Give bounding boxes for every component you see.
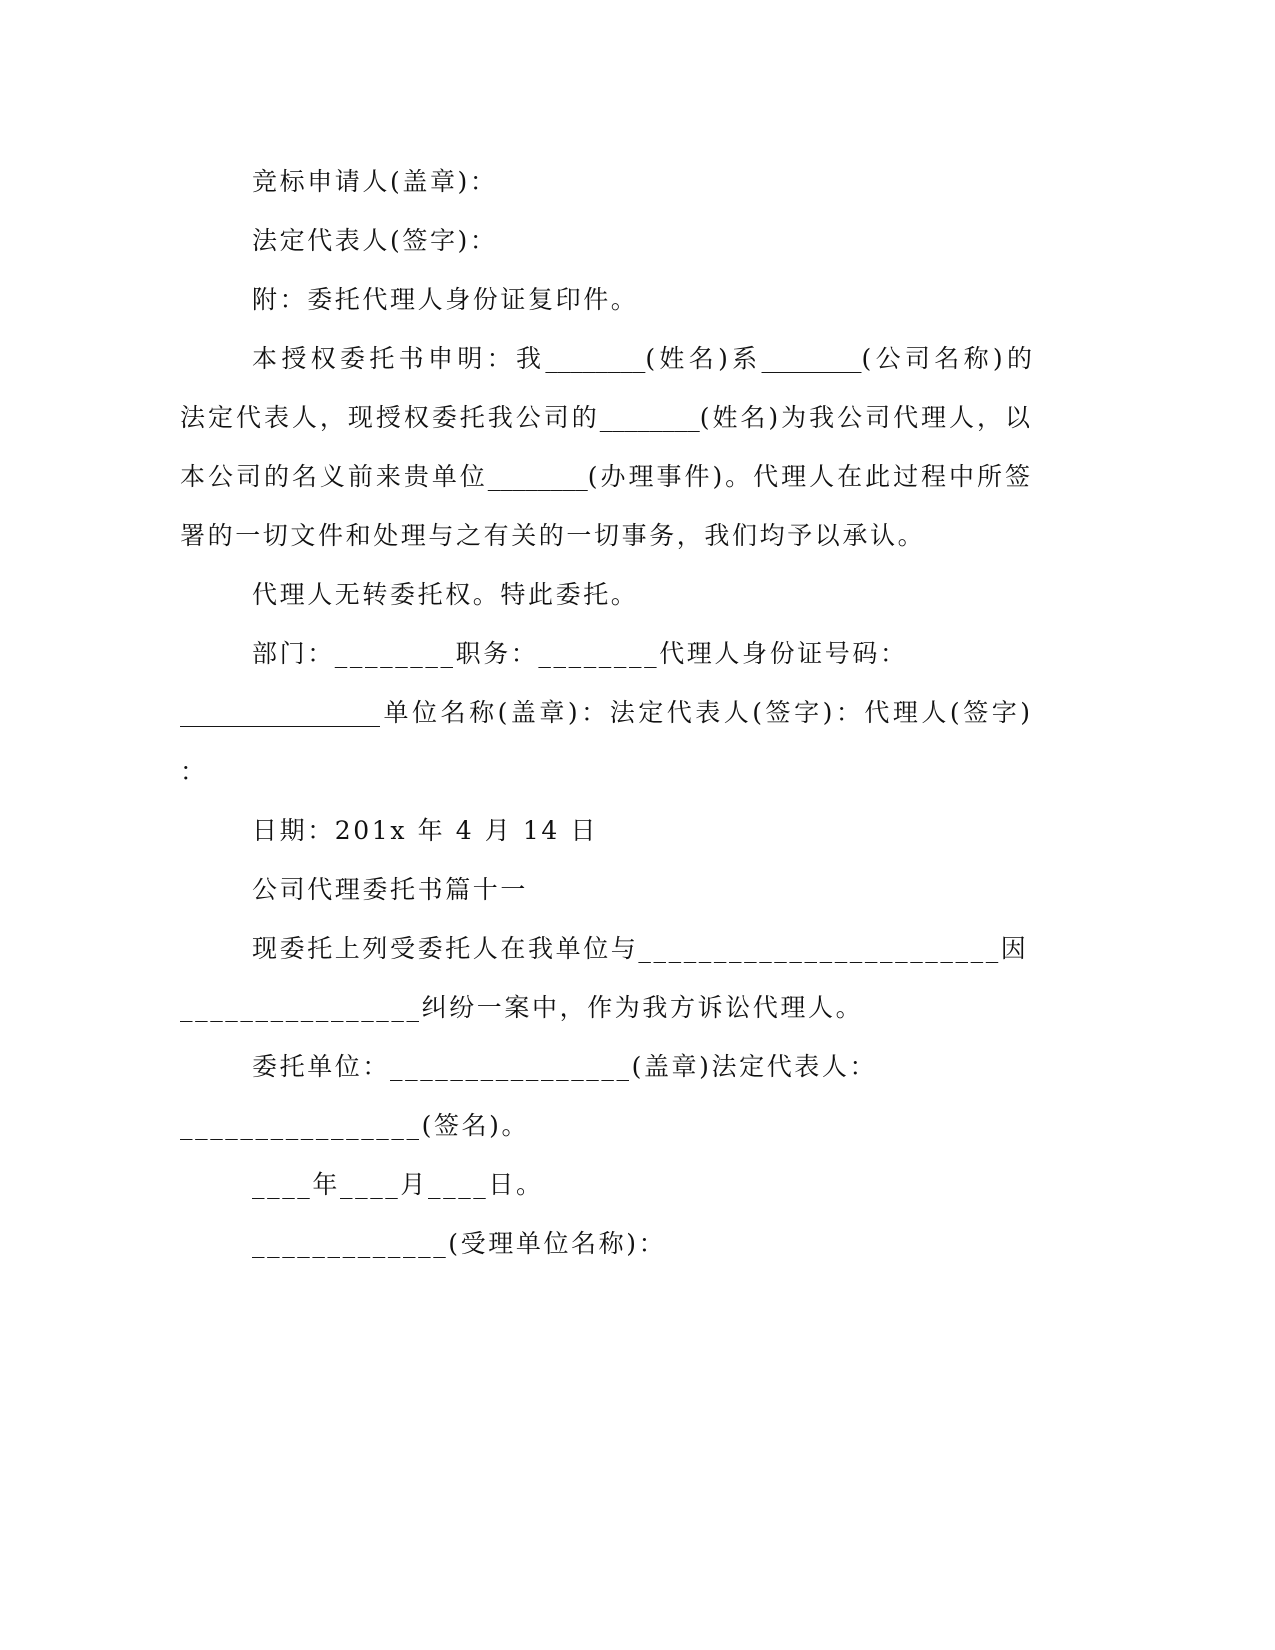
recipient-unit-line: _____________(受理单位名称)： <box>252 1229 667 1258</box>
declaration-line-3: 本公司的名义前来贵单位________(办理事件)。代理人在此过程中所签 <box>180 462 1030 491</box>
section-heading: 公司代理委托书篇十一 <box>252 875 529 904</box>
entrust-line-1: 现委托上列受委托人在我单位与________________________因 <box>252 934 1029 963</box>
signature-line: ________________(签名)。 <box>180 1111 530 1140</box>
no-subdelegation-line: 代理人无转委托权。特此委托。 <box>252 580 639 609</box>
blank-date-line: ____年____月____日。 <box>252 1170 544 1199</box>
bidder-seal-line: 竞标申请人(盖章)： <box>252 167 498 196</box>
legal-rep-signature-line: 法定代表人(签字)： <box>252 226 498 255</box>
unit-signature-line: ________________单位名称(盖章)：法定代表人(签字)：代理人(签字) <box>180 698 1030 727</box>
declaration-line-1: 本授权委托书申明：我________(姓名)系________(公司名称)的 <box>252 344 1032 373</box>
declaration-line-2: 法定代表人，现授权委托我公司的________(姓名)为我公司代理人，以 <box>180 403 1030 432</box>
declaration-line-4: 署的一切文件和处理与之有关的一切事务，我们均予以承认。 <box>180 521 926 550</box>
department-position-line: 部门：________职务：________代理人身份证号码： <box>252 639 908 668</box>
entrusting-unit-line: 委托单位：________________(盖章)法定代表人： <box>252 1052 878 1081</box>
attachment-note: 附：委托代理人身份证复印件。 <box>252 285 639 314</box>
entrust-line-2: ________________纠纷一案中，作为我方诉讼代理人。 <box>180 993 864 1022</box>
date-line: 日期：201x 年 4 月 14 日 <box>252 816 599 845</box>
wrapped-colon: ： <box>180 757 208 786</box>
